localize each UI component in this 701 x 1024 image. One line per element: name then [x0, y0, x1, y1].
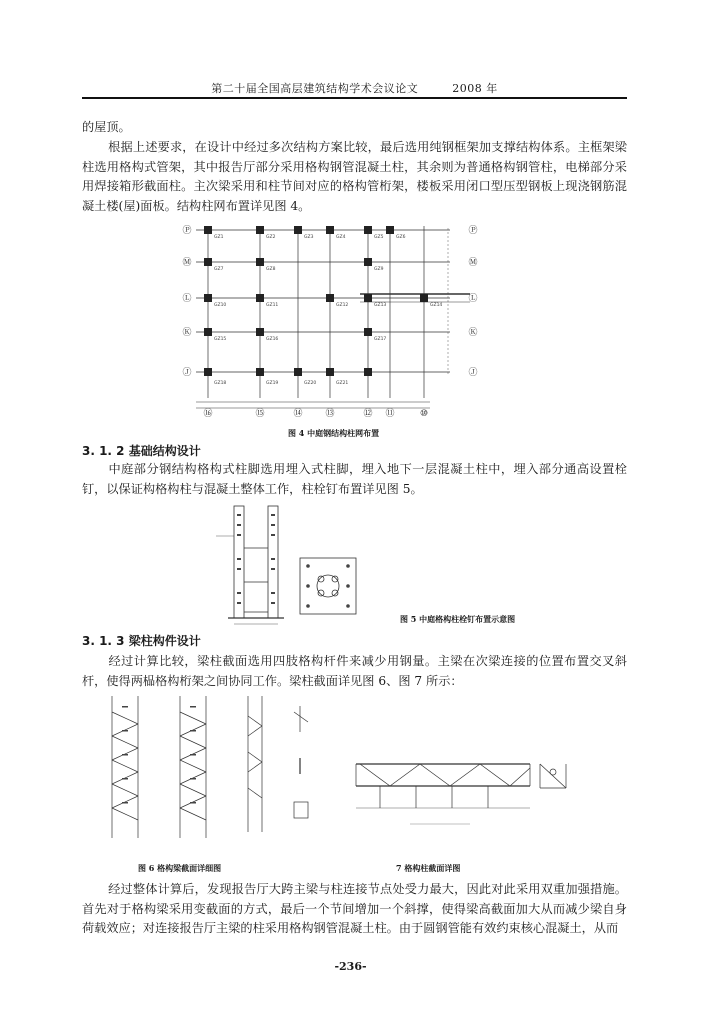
- column-label: GZ5: [374, 235, 384, 240]
- column-label: GZ15: [214, 337, 227, 342]
- column-label: GZ17: [374, 337, 387, 342]
- figure-6-beam-sections: [92, 692, 332, 842]
- column-label: GZ21: [336, 381, 349, 386]
- figure-5-stud-layout: [208, 500, 368, 626]
- row-axis-label: Ⓙ: [182, 368, 192, 378]
- column-label: GZ12: [336, 303, 349, 308]
- col-axis-label: ⑯: [203, 409, 213, 418]
- figure-4-caption: 图 4 中庭钢结构柱网布置: [288, 428, 380, 438]
- column-label: GZ13: [374, 303, 387, 308]
- row-axis-label-right: Ⓜ: [468, 258, 478, 268]
- column-label: GZ11: [266, 303, 279, 308]
- column-label: GZ9: [374, 267, 384, 272]
- paragraph-1: 根据上述要求，在设计中经过多次结构方案比较，最后选用纯钢框架加支撑结构体系。主框架梁柱选用格构式管架，其中报告厅部分采用格构钢管混凝土柱，其余则为普通格构钢管柱，电梯部分采用焊接箱形截面柱。主次梁采用和柱节间对应的格构管桁架，楼板采用闭口型压型钢板上现浇钢筋混凝土楼(屋)面板。结构柱网布置详见图 4。: [82, 140, 627, 213]
- header-rule: [82, 97, 627, 99]
- column-label: GZ10: [214, 303, 227, 308]
- paragraph-0: 的屋顶。: [82, 120, 131, 134]
- column-label: GZ2: [266, 235, 276, 240]
- paragraph-4: 经过整体计算后，发现报告厅大跨主梁与柱连接节点处受力最大，因此对此采用双重加强措施。首先对于格构梁采用变截面的方式，最后一个节间增加一个斜撑，使得梁高截面加大从而减少梁自身荷载效应；对连接报告厅主梁的柱采用格构钢管混凝土柱。由于圆钢管能有效约束核心混凝土，从而: [82, 882, 627, 936]
- header-year: 2008 年: [452, 82, 498, 95]
- paragraph-3: 经过计算比较，梁柱截面选用四肢格构杆件来减少用钢量。主梁在次梁连接的位置布置交叉斜杆，使得两榀格构桁架之间协同工作。梁柱截面详见图 6、图 7 所示：: [82, 654, 627, 688]
- column-label: GZ1: [214, 235, 224, 240]
- row-axis-label: Ⓛ: [182, 294, 192, 304]
- col-axis-label: ⑫: [363, 409, 373, 418]
- column-label: GZ16: [266, 337, 279, 342]
- col-axis-label: ⑩: [419, 409, 429, 418]
- col-axis-label: ⑮: [255, 409, 265, 418]
- column-label: GZ20: [304, 381, 317, 386]
- row-axis-label-right: Ⓙ: [468, 368, 478, 378]
- row-axis-label-right: Ⓟ: [468, 226, 478, 236]
- row-axis-label: Ⓚ: [182, 328, 192, 338]
- figure-7-caption: 7 格构柱截面详图: [396, 863, 461, 873]
- column-label: GZ4: [336, 235, 346, 240]
- paragraph-2: 中庭部分钢结构格构式柱脚选用埋入式柱脚，埋入地下一层混凝土柱中，埋入部分通高设置栓钉，以保证构格构柱与混凝土整体工作，柱栓钉布置详见图 5。: [82, 462, 627, 496]
- page-number: -236-: [334, 960, 367, 973]
- col-axis-label: ⑪: [385, 409, 395, 418]
- figure-5-caption: 图 5 中庭格构柱栓钉布置示意图: [400, 614, 516, 624]
- figure-6-caption: 图 6 格构梁截面详细图: [138, 863, 222, 873]
- column-label: GZ14: [430, 303, 443, 308]
- row-axis-label-right: Ⓛ: [468, 294, 478, 304]
- figure-4-column-grid: [180, 222, 480, 418]
- col-axis-label: ⑭: [293, 409, 303, 418]
- row-axis-label-right: Ⓚ: [468, 328, 478, 338]
- running-header: [82, 80, 627, 96]
- col-axis-label: ⑬: [325, 409, 335, 418]
- row-axis-label: Ⓜ: [182, 258, 192, 268]
- column-label: GZ18: [214, 381, 227, 386]
- row-axis-label: Ⓟ: [182, 226, 192, 236]
- column-label: GZ6: [396, 235, 406, 240]
- column-label: GZ19: [266, 381, 279, 386]
- column-label: GZ3: [304, 235, 314, 240]
- column-label: GZ7: [214, 267, 224, 272]
- header-title: 第二十届全国高层建筑结构学术会议论文: [211, 82, 419, 95]
- section-3-1-3-heading: 3. 1. 3 梁柱构件设计: [82, 634, 201, 648]
- column-label: GZ8: [266, 267, 276, 272]
- figure-7-column-section: [350, 748, 578, 830]
- section-3-1-2-heading: 3. 1. 2 基础结构设计: [82, 444, 201, 458]
